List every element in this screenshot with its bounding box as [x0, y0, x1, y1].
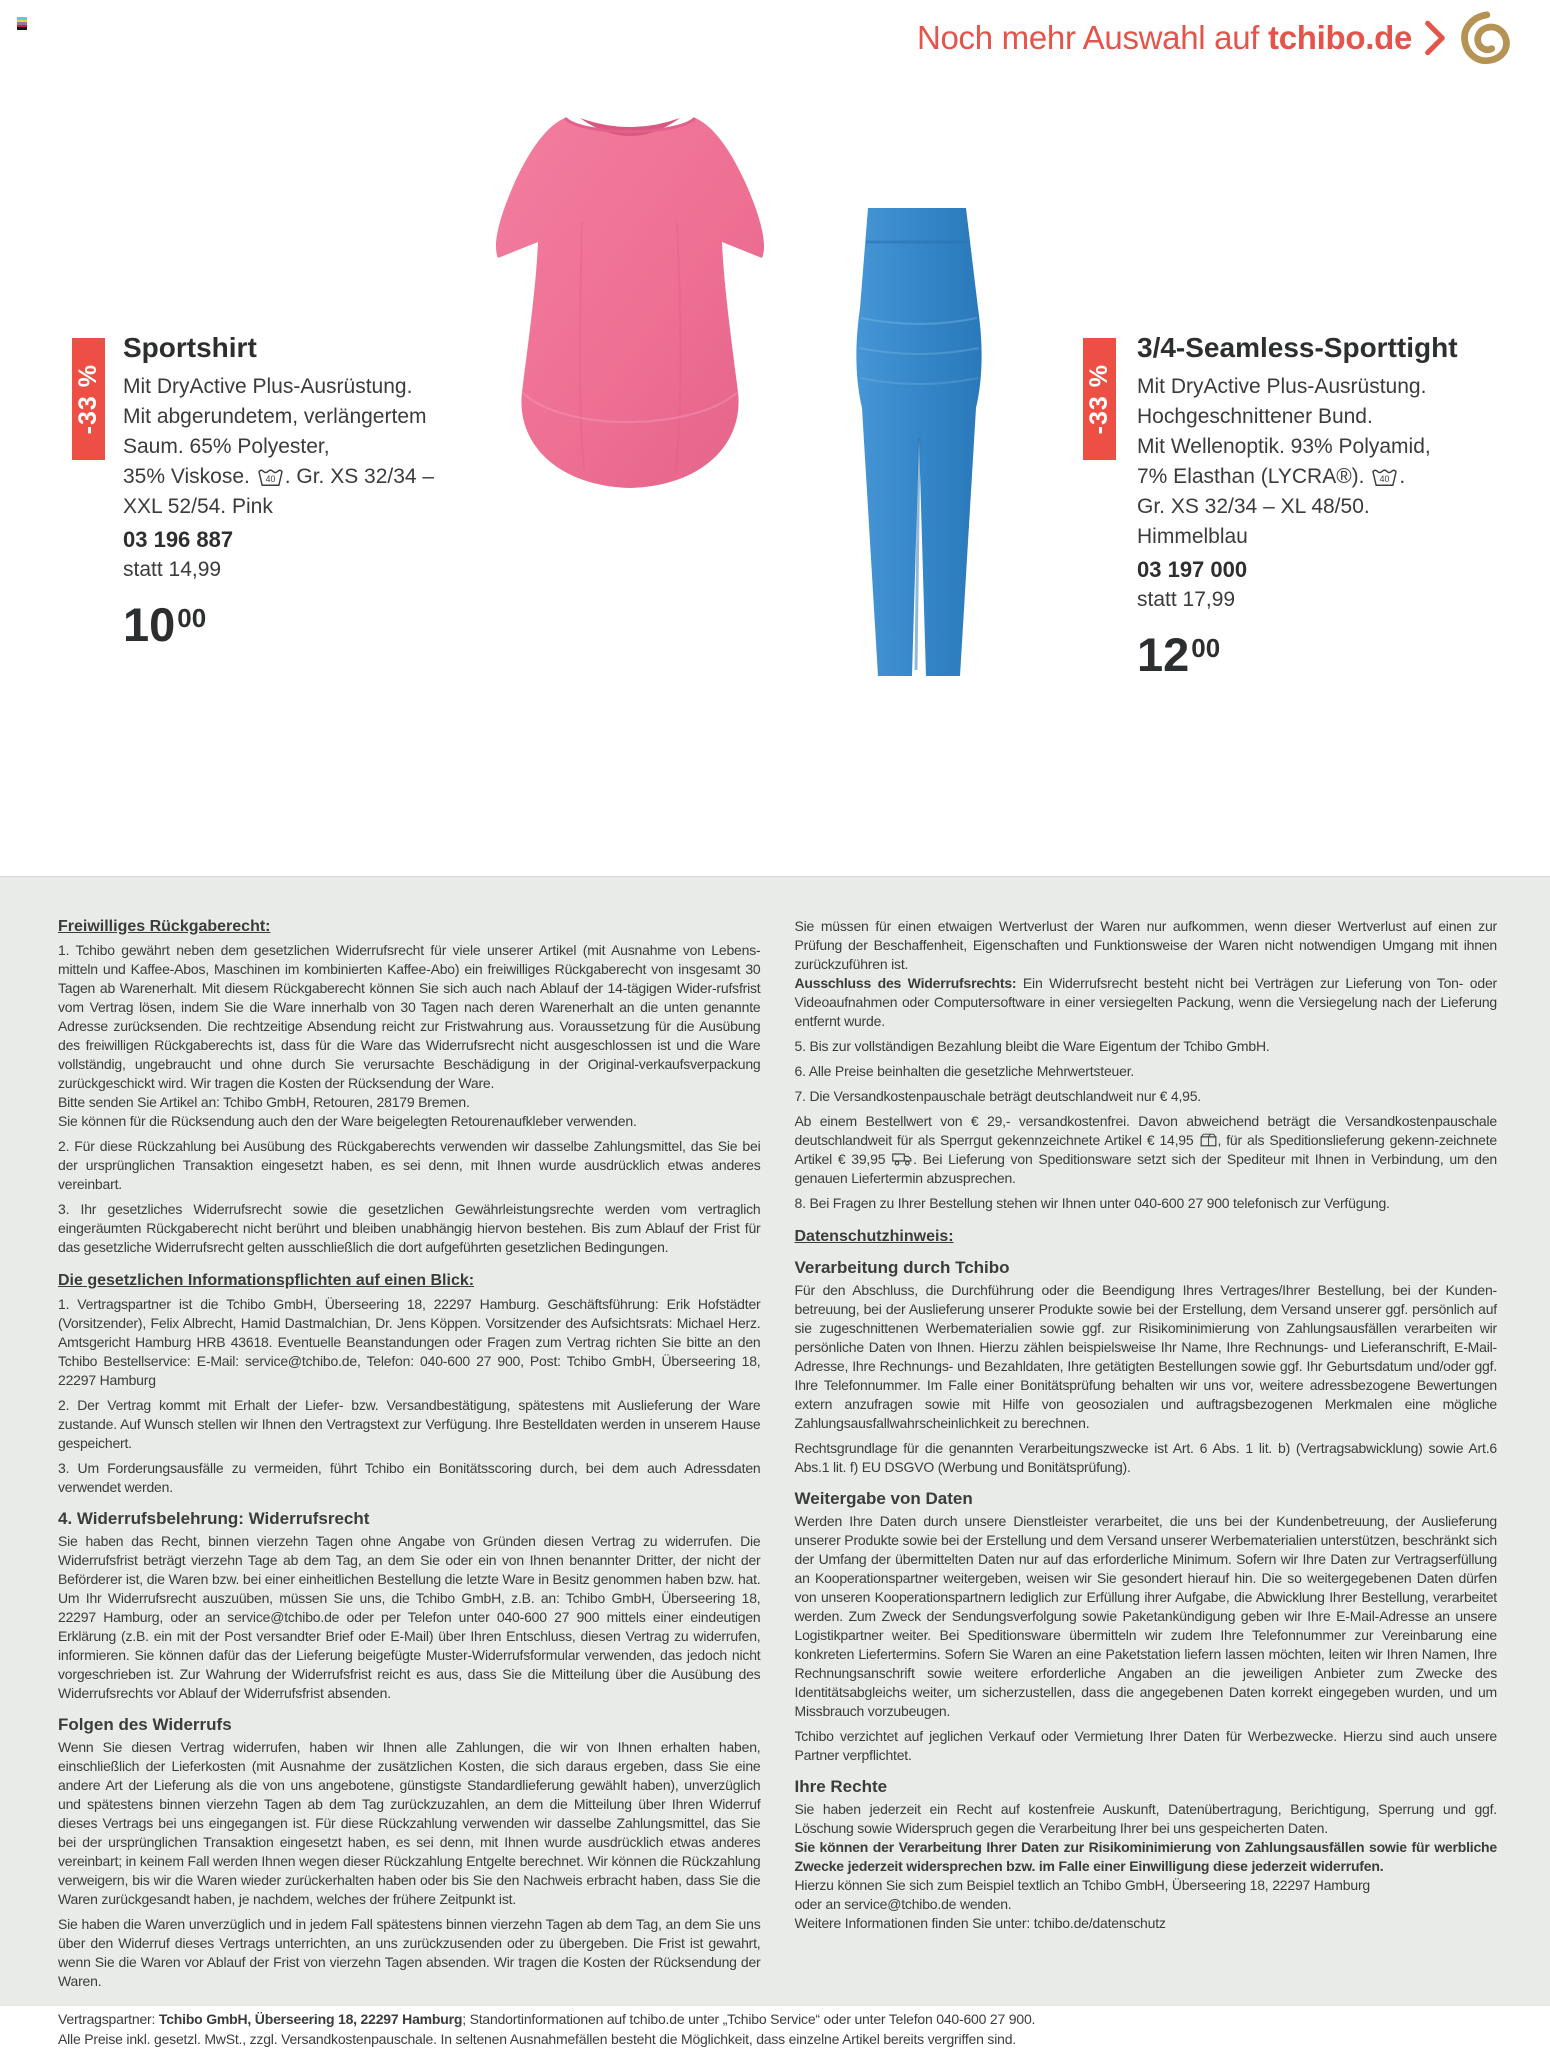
legal-paragraph	[795, 1876, 1498, 1895]
legal-paragraph	[795, 974, 1498, 1031]
text-segment: Sie haben die Waren unverzüglich und in jedem Fall spätestens binnen vierzehn Tagen ab dem Tag, an dem Sie uns über den Widerruf dieses Vertrags unterrichten, an uns zurückzusenden oder zu übergeben. Die Frist ist gewahrt, wenn Sie die Waren vor Ablauf der Frist von vierzehn Tagen absenden. Wir tragen die Kosten der Rücksendung der Waren.	[58, 1916, 761, 1989]
legal-paragraph	[795, 1439, 1498, 1477]
text-segment: Weitergabe von Daten	[794, 1489, 973, 1508]
text-segment: Für den Abschluss, die Durchführung oder die Beendigung Ihres Vertrages/Ihrer Bestellung, bei der Kunden-betreuung, bei der Auslieferung unserer Produkte sowie bei der Erstellung, dem Versand unserer ggf. persönlich auf sie zugeschnittenen Werbematerialien sowie ggf. zur Risikominimierung von Zahlungsausfällen verarbeiten wir persönliche Daten von Ihnen. Hierzu zählen beispielsweise Ihr Name, Ihre Rechnungs- und Lieferanschrift, E-Mail-Adresse, Ihre Rechnungs- und Bezahldaten, Ihre getätigten Bestellungen sowie ggf. Ihr Geburtsdatum und/oder ggf. Ihre Telefonnummer. Im Falle einer Bonitätsprüfung behalten wir uns vor, weitere adressbezogene Bewertungen extern anzufragen sowie mit Hilfe von geosozialen und auftragsbezogenen Merkmalen eine mögliche Zahlungsausfallwahrscheinlichkeit zu berechnen.	[794, 1282, 1497, 1431]
discount-badge-label: -33 %	[1085, 363, 1113, 435]
text-segment: Freiwilliges Rückgaberecht:	[58, 918, 271, 935]
legal-paragraph	[58, 2029, 1497, 2049]
text-segment: Ab einem Bestellwert von € 29,- versandkostenfrei. Davon abweichend beträgt die Versandkostenpauschale deutschlandweit für als Sperrgut gekennzeichnete Artikel € 14,95	[794, 1113, 1497, 1148]
product-card-sporttight	[1083, 332, 1523, 681]
text-segment: Weitere Informationen finden Sie unter: tchibo.de/datenschutz	[794, 1915, 1166, 1931]
price-cents: 00	[177, 603, 207, 633]
legal-paragraph	[795, 1727, 1498, 1765]
legal-heading	[795, 1258, 1498, 1277]
discount-badge	[72, 338, 105, 460]
text-segment: Himmelblau	[1137, 525, 1248, 548]
text-segment: Wenn Sie diesen Vertrag widerrufen, haben wir Ihnen alle Zahlungen, die wir von Ihnen erhalten haben, einschließlich der Lieferkosten (mit Ausnahme der zusätzlichen Kosten, die sich daraus ergeben, dass Sie eine andere Art der Lieferung als die von uns angebotene, günstigste Standardlieferung gewählt haben), unverzüglich und spätestens binnen vierzehn Tagen ab dem Tag zurückzuzahlen, an dem die Mitteilung über Ihren Widerruf dieses Vertrags bei uns eingegangen ist. Für diese Rückzahlung verwenden wir dasselbe Zahlungsmittel, das Sie bei der ursprünglichen Transaktion eingesetzt haben, es sei denn, mit Ihnen wurde ausdrücklich etwas anderes vereinbart; in keinem Fall werden Ihnen wegen dieser Rückzahlung Entgelte berechnet. Wir können die Rückzahlung verweigern, bis wir die Waren wieder zurückerhalten haben oder bis Sie den Nachweis erbracht haben, dass Sie die Waren zurückgesandt haben, je nachdem, welches der frühere Zeitpunkt ist.	[58, 1739, 761, 1907]
text-segment: Sie haben das Recht, binnen vierzehn Tagen ohne Angabe von Gründen diesen Vertrag zu widerrufen. Die Widerrufsfrist beträgt vierzehn Tage ab dem Tag, an dem Sie oder ein von Ihnen benannter Dritter, der nicht der Beförderer ist, die Waren bzw. bei einer einheitlichen Bestellung die letzte Ware in Besitz genommen haben bzw. hat. Um Ihr Widerrufsrecht auszuüben, müssen Sie uns, die Tchibo GmbH, z.B. an: Tchibo GmbH, Überseering 18, 22297 Hamburg, oder an service@tchibo.de oder per Telefon unter 040-600 27 900 mittels einer eindeutigen Erklärung (z.B. ein mit der Post versandter Brief oder E-Mail) über Ihren Entschluss, diesen Vertrag zu widerrufen, informieren. Sie können dafür das der Lieferung beigefügte Muster-Widerrufsformular verwenden, das jedoch nicht vorgeschrieben ist. Zur Wahrung der Widerrufsfrist reicht es aus, dass Sie die Mitteilung über die Ausübung des Widerrufsrechts vor Ablauf der Widerrufsfrist absenden.	[58, 1533, 761, 1701]
description-line	[123, 432, 462, 462]
legal-footer	[58, 2009, 1497, 2049]
legal-paragraph	[58, 1738, 761, 1909]
legal-paragraph	[58, 1137, 761, 1194]
text-segment: 8. Bei Fragen zu Ihrer Bestellung stehen wir Ihnen unter 040-600 27 900 telefonisch zur Verfügung.	[794, 1195, 1390, 1211]
description-line	[1137, 372, 1523, 402]
text-segment: Mit DryActive Plus-Ausrüstung.	[123, 375, 413, 398]
package-icon	[1200, 1133, 1217, 1147]
description-line	[123, 492, 462, 522]
text-segment: oder an service@tchibo.de wenden.	[794, 1896, 1012, 1912]
text-segment: Sie müssen für einen etwaigen Wertverlust der Waren nur aufkommen, wenn dieser Wertverlust auf einen zur Prüfung der Beschaffenheit, Eigenschaften und Funktionsweise der Waren nicht notwendigen Umgang mit ihnen zurückzuführen ist.	[794, 918, 1497, 972]
legal-heading	[795, 1777, 1498, 1796]
legal-paragraph	[795, 917, 1498, 974]
text-segment: Alle Preise inkl. gesetzl. MwSt., zzgl. Versandkostenpauschale. In seltenen Ausnahmefällen besteht die Möglichkeit, dass einzelne Artikel bereits vergriffen sind.	[58, 2031, 1016, 2047]
text-segment: Sie können der Verarbeitung Ihrer Daten zur Risikominimierung von Zahlungsausfällen sowie für werbliche Zwecke jederzeit widersprechen bzw. im Falle einer Einwilligung diese jederzeit widerrufen.	[794, 1839, 1497, 1874]
text-segment: Hierzu können Sie sich zum Beispiel textlich an Tchibo GmbH, Überseering 18, 22297 Hamburg	[794, 1877, 1370, 1893]
legal-paragraph	[58, 1396, 761, 1453]
text-segment: Tchibo verzichtet auf jeglichen Verkauf oder Vermietung Ihrer Daten für Werbezwecke. Hierzu sind auch unsere Partner verpflichtet.	[794, 1728, 1497, 1763]
description-line	[1137, 522, 1523, 552]
print-color-mark	[17, 17, 27, 30]
product-text	[1137, 332, 1523, 681]
text-segment: Vertragspartner:	[58, 2011, 159, 2027]
text-segment: Folgen des Widerrufs	[58, 1715, 232, 1734]
legal-heading	[58, 917, 761, 936]
old-price: statt 14,99	[123, 558, 222, 581]
description-line	[123, 402, 462, 432]
text-segment: ; Standortinformationen auf tchibo.de unter „Tchibo Service“ oder unter Telefon 040-600 27 900.	[462, 2011, 1036, 2027]
description-line	[1137, 432, 1523, 462]
legal-column-right	[795, 917, 1498, 1991]
text-segment: Verarbeitung durch Tchibo	[794, 1258, 1010, 1277]
legal-paragraph	[58, 1459, 761, 1497]
text-segment: 1. Vertragspartner ist die Tchibo GmbH, Überseering 18, 22297 Hamburg. Geschäftsführung: Erik Hofstädter (Vorsitzender), Felix Albrecht, Hamid Dastmalchian, Dr. Jens Köppen. Vorsitzender des Aufsichtsrats: Michael Herz. Amtsgericht Hamburg HRB 43618. Eventuelle Beanstandungen oder Fragen zum Vertrag richten Sie bitte an den Tchibo Bestellservice: E-Mail: service@tchibo.de, Telefon: 040-600 27 900, Post: Tchibo GmbH, Überseering 18, 22297 Hamburg	[58, 1296, 761, 1388]
text-segment: Sie können für die Rücksendung auch den der Ware beigelegten Retourenaufkleber verwenden.	[58, 1113, 637, 1129]
description-line	[123, 462, 462, 492]
legal-paragraph	[58, 1112, 761, 1131]
text-segment: Mit DryActive Plus-Ausrüstung.	[1137, 375, 1427, 398]
text-segment: Bitte senden Sie Artikel an: Tchibo GmbH, Retouren, 28179 Bremen.	[58, 1094, 470, 1110]
legal-paragraph	[795, 1194, 1498, 1213]
price	[123, 596, 462, 651]
text-segment: , für als Speditionslieferung gekenn-zeichnete Artikel € 39,95	[794, 1132, 1497, 1167]
legal-heading	[58, 1271, 761, 1290]
legal-paragraph	[795, 1800, 1498, 1838]
legal-paragraph	[58, 1200, 761, 1257]
legal-heading	[795, 1227, 1498, 1246]
text-segment: 6. Alle Preise beinhalten die gesetzliche Mehrwertsteuer.	[794, 1063, 1135, 1079]
text-segment: 2. Für diese Rückzahlung bei Ausübung des Rückgaberechts verwenden wir dasselbe Zahlungsmittel, das Sie bei der ursprünglichen Transaktion eingesetzt haben, es sei denn, mit Ihnen wurde ausdrücklich etwas anderes vereinbart.	[58, 1138, 761, 1192]
product-card-sportshirt	[72, 332, 462, 651]
price-main: 10	[123, 598, 176, 651]
legal-paragraph	[795, 1895, 1498, 1914]
svg-text:40: 40	[1379, 474, 1390, 485]
text-segment: 1. Tchibo gewährt neben dem gesetzlichen Widerrufsrecht für viele unserer Artikel (mit Ausnahme von Lebens-mitteln und Kaffee-Abos, Maschinen im kombinierten Kaffee-Abo) ein freiwilliges Rückgaberecht von insgesamt 30 Tagen ab Warenerhalt. Mit diesem Rückgaberecht können Sie sich auch nach Ablauf der 14-tägigen Wider-rufsfrist vom Vertrag lösen, indem Sie die Ware innerhalb von 30 Tagen nach deren Warenerhalt an die unten genannte Adresse zurücksenden. Die rechtzeitige Absendung reicht zur Fristwahrung aus. Voraussetzung für die Ausübung des freiwilligen Rückgaberechts ist, dass für die Ware das Widerrufsrecht nicht ausgeschlossen ist und die Ware vollständig, ungebraucht und ohne durch Sie verursachte Beschädigung in der Original-verkaufsverpackung zurückgeschickt wird. Wir tragen die Kosten der Rücksendung der Ware.	[58, 942, 761, 1091]
text-segment: Datenschutzhinweis:	[794, 1228, 954, 1245]
text-segment: Die gesetzlichen Informationspflichten auf einen Blick:	[58, 1272, 475, 1289]
text-segment: 35% Viskose.	[123, 465, 256, 488]
legal-paragraph	[795, 1512, 1498, 1721]
legal-paragraph	[58, 1532, 761, 1703]
article-number: 03 197 000	[1137, 557, 1248, 582]
text-segment: Ein Widerrufsrecht besteht nicht bei Verträgen zur Lieferung von Ton- oder Videoaufnahmen oder Computersoftware in einer versiegelten Packung, wenn die Versiegelung nach der Lieferung entfernt wurde.	[794, 975, 1497, 1029]
legal-paragraph	[795, 1281, 1498, 1433]
product-text	[123, 332, 462, 651]
wash-40-icon	[1371, 466, 1398, 487]
text-segment: Sie haben jederzeit ein Recht auf kostenfreie Auskunft, Datenübertragung, Berichtigung, Sperrung und ggf. Löschung sowie Widerspruch gegen die Verarbeitung Ihrer bei uns gespeicherten Daten.	[794, 1801, 1497, 1836]
text-segment: Ausschluss des Widerrufsrechts:	[794, 975, 1017, 991]
legal-paragraph	[795, 1838, 1498, 1876]
legal-paragraph	[795, 1914, 1498, 1933]
description-line	[1137, 402, 1523, 432]
legal-heading	[795, 1489, 1498, 1508]
product-image-sporttight	[806, 198, 1038, 686]
discount-badge-label: -33 %	[74, 363, 102, 435]
text-segment: . Bei Lieferung von Speditionsware setzt sich der Spediteur mit Ihnen in Verbindung, um den genauen Liefertermin abzusprechen.	[794, 1151, 1498, 1186]
description-line	[123, 372, 462, 402]
price-main: 12	[1137, 628, 1190, 681]
text-segment: Werden Ihre Daten durch unsere Dienstleister verarbeitet, die uns bei der Kundenbetreuung, der Auslieferung unserer Produkte sowie bei der Erstellung und dem Versand unserer Werbematerialien unterstützen, beschränkt sich der Umfang der übermittelten Daten nur auf das erforderliche Minimum. Sofern wir Ihre Daten zur Vertragserfüllung an Kooperationspartner weitergeben, weisen wir Sie gesondert hierauf hin. Die so weitergegebenen Daten dürfen von unseren Kooperationspartnern lediglich zur Erfüllung ihrer Aufgabe, die Abwicklung Ihrer Bestellung, verarbeitet werden. Zum Zweck der Sendungsverfolgung sowie Paketankündigung geben wir Ihre E-Mail-Adresse an unsere Logistikpartner weiter. Bei Speditionsware übermitteln wir zudem Ihre Telefonnummer zur Vereinbarung eine konkreten Liefertermins. Sofern Sie Waren an eine Paketstation liefern lassen möchten, leiten wir Ihren Namen, Ihre Rechnungsanschrift sowie weitere erforderliche Angaben an die jeweiligen Anbieter zum Zwecke des Identitätsabgleichs weiter, um sicherzustellen, dass die angegebenen Daten korrekt eingegeben wurden, und um Missbrauch vorzubeugen.	[794, 1513, 1497, 1719]
price	[1137, 626, 1523, 681]
text-segment: .	[1399, 465, 1406, 488]
text-segment: Tchibo GmbH, Überseering 18, 22297 Hamburg	[158, 2011, 463, 2027]
header-promo[interactable]	[917, 10, 1510, 66]
text-segment: 3. Um Forderungsausfälle zu vermeiden, führt Tchibo ein Bonitätsscoring durch, bei dem auch Adressdaten verwendet werden.	[58, 1460, 761, 1495]
truck-icon	[892, 1152, 912, 1166]
discount-badge	[1083, 338, 1116, 460]
text-segment: 3. Ihr gesetzliches Widerrufsrecht sowie die gesetzlichen Gewährleistungsrechte werden vom vertraglich eingeräumten Rückgaberecht nicht berührt und bleiben unabhängig hiervon bestehen. Bis zum Ablauf der Frist für das gesetzliche Widerrufsrecht gelten ausschließlich die dort aufgeführten gesetzlichen Bedingungen.	[58, 1201, 761, 1255]
product-description	[123, 372, 462, 522]
legal-section	[0, 876, 1550, 2047]
legal-paragraph	[58, 1915, 761, 1991]
chevron-right-icon	[1424, 19, 1446, 57]
legal-heading	[58, 1715, 761, 1734]
legal-paragraph	[795, 1112, 1498, 1188]
legal-column-left	[58, 917, 761, 1991]
description-line	[1137, 462, 1523, 492]
legal-heading	[58, 1509, 761, 1528]
legal-paragraph	[58, 2009, 1497, 2029]
legal-paragraph	[795, 1037, 1498, 1056]
product-title: Sportshirt	[123, 332, 257, 363]
text-segment: . Gr. XS 32/34 –	[284, 465, 435, 488]
legal-paragraph	[795, 1062, 1498, 1081]
text-segment: 7. Die Versandkostenpauschale beträgt deutschlandweit nur € 4,95.	[794, 1088, 1202, 1104]
price-cents: 00	[1191, 633, 1221, 663]
product-title: 3/4-Seamless-Sporttight	[1137, 332, 1458, 363]
description-line	[1137, 492, 1523, 522]
text-segment: Hochgeschnittener Bund.	[1137, 405, 1373, 428]
text-segment: Mit abgerundetem, verlängertem	[123, 405, 427, 428]
svg-text:40: 40	[265, 474, 276, 485]
text-segment: Ihre Rechte	[794, 1777, 888, 1796]
article-number: 03 196 887	[123, 527, 234, 552]
text-segment: Gr. XS 32/34 – XL 48/50.	[1137, 495, 1370, 518]
old-price: statt 17,99	[1137, 588, 1236, 611]
promo-brand[interactable]: tchibo.de	[1268, 19, 1412, 56]
text-segment: Saum. 65% Polyester,	[123, 435, 330, 458]
tchibo-logo-icon	[1458, 10, 1510, 66]
legal-paragraph	[58, 1093, 761, 1112]
product-image-sportshirt	[462, 92, 798, 506]
wash-40-icon	[257, 466, 284, 487]
product-description	[1137, 372, 1523, 552]
legal-paragraph	[795, 1087, 1498, 1106]
text-segment: 4. Widerrufsbelehrung: Widerrufsrecht	[58, 1509, 370, 1528]
promo-text	[917, 19, 1412, 57]
text-segment: 2. Der Vertrag kommt mit Erhalt der Liefer- bzw. Versandbestätigung, spätestens mit Auslieferung der Ware zustande. Auf Wunsch stellen wir Ihnen den Vertragstext zur Verfügung. Ihre Bestelldaten werden in unserem Hause gespeichert.	[58, 1397, 761, 1451]
legal-paragraph	[58, 941, 761, 1093]
legal-columns	[58, 917, 1497, 1991]
text-segment: XXL 52/54. Pink	[123, 495, 273, 518]
legal-paragraph	[58, 1295, 761, 1390]
text-segment: Mit Wellenoptik. 93% Polyamid,	[1137, 435, 1431, 458]
color-stripe	[17, 27, 27, 30]
text-segment: Rechtsgrundlage für die genannten Verarbeitungszwecke ist Art. 6 Abs. 1 lit. b) (Vertragsabwicklung) sowie Art.6 Abs.1 lit. f) EU DSGVO (Werbung und Bonitätsprüfung).	[794, 1440, 1497, 1475]
text-segment: 5. Bis zur vollständigen Bezahlung bleibt die Ware Eigentum der Tchibo GmbH.	[794, 1038, 1270, 1054]
text-segment: 7% Elasthan (LYCRA®).	[1137, 465, 1371, 488]
promo-text-lead: Noch mehr Auswahl auf	[916, 19, 1269, 56]
